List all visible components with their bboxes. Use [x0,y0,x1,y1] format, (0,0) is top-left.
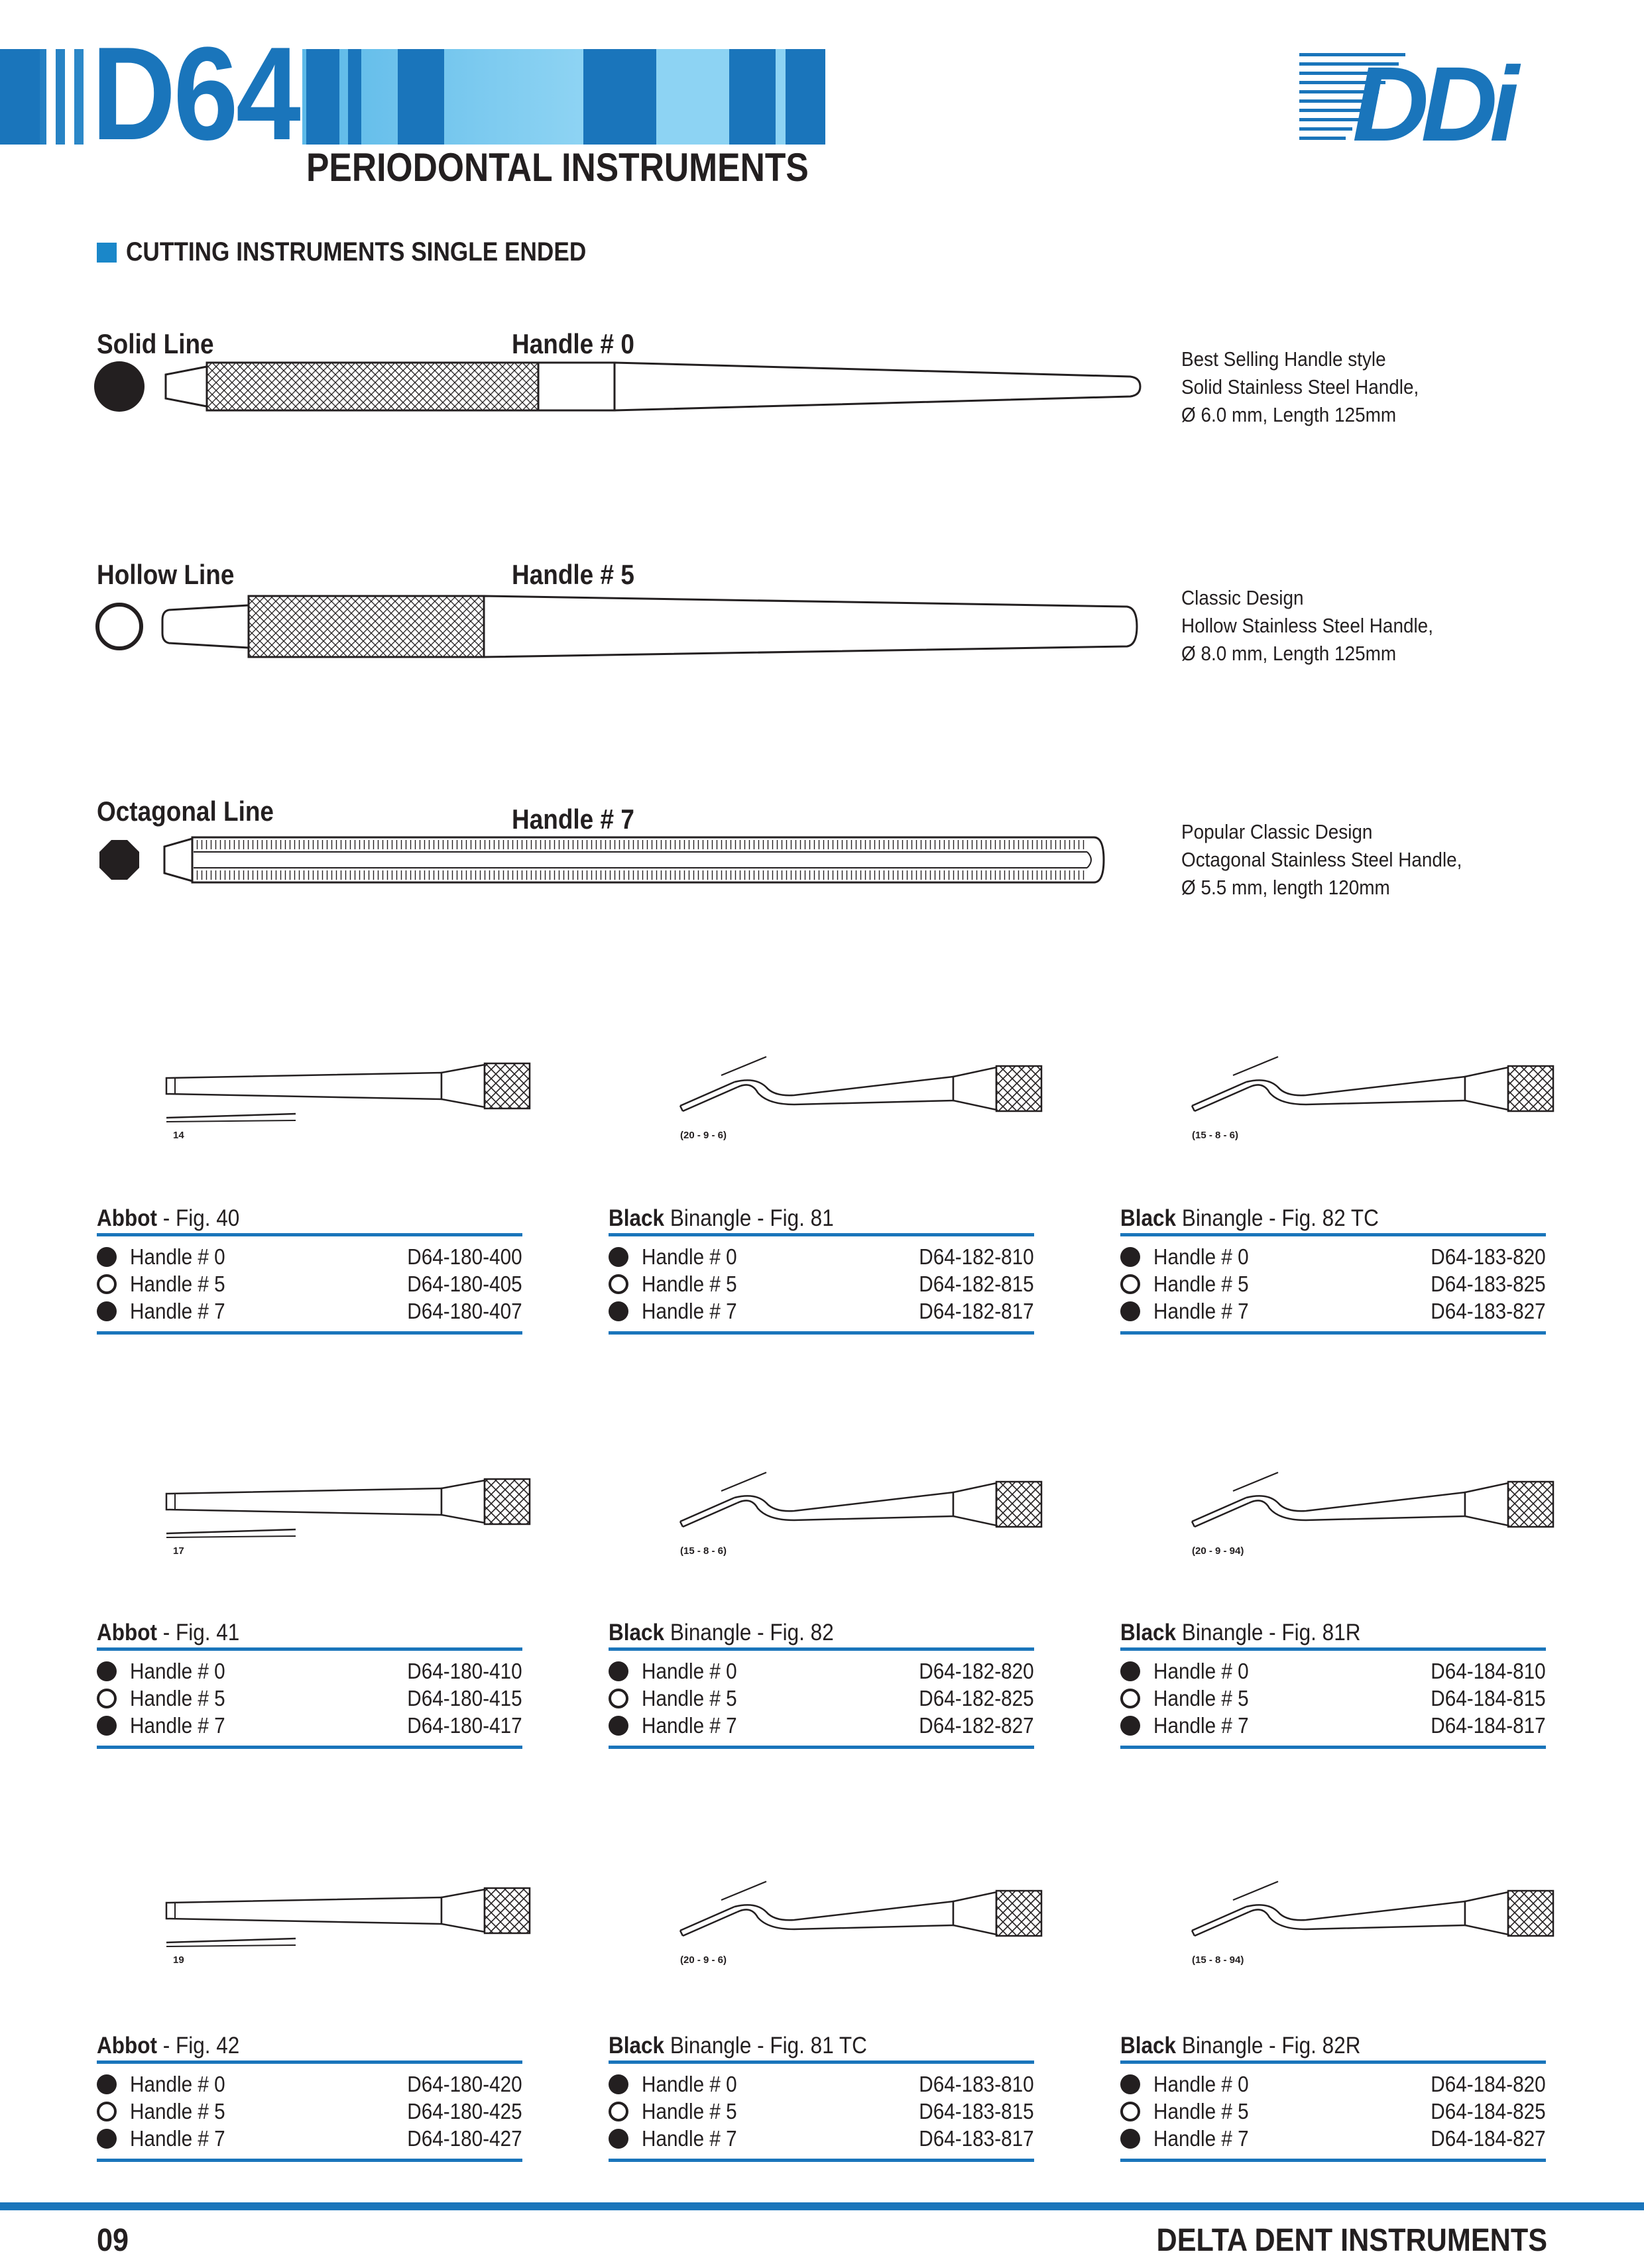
product-code: D64-180-400 [407,1244,522,1269]
product-code: D64-184-817 [1431,1712,1546,1738]
instrument-drawing [1120,1462,1571,1548]
product-row [609,1270,1034,1297]
page-number: 09 [97,2223,129,2258]
product-row [1120,1270,1546,1297]
product-code: D64-183-810 [919,2071,1034,2096]
catalog-code: D64 [91,20,299,168]
product-code: D64-182-810 [919,1244,1034,1269]
product-row [1120,1297,1546,1325]
product-code: D64-182-815 [919,1271,1034,1296]
solid-marker-icon [94,361,145,412]
product-rows [1120,1651,1546,1749]
product-title-rest: Binangle - Fig. 81 TC [664,2033,867,2059]
octagonal-line-description [1181,818,1462,902]
hollow-circle-icon [609,2102,628,2121]
solid-circle-icon [609,1661,628,1681]
figure-code: (20 - 9 - 6) [680,1130,727,1141]
solid-circle-icon [1120,1247,1140,1267]
solid-circle-icon [97,1247,117,1267]
figure-code: (20 - 9 - 6) [680,1954,727,1966]
product-code: D64-182-820 [919,1658,1034,1683]
page-header [0,0,1644,199]
product-code: D64-183-825 [1431,1271,1546,1296]
product-row [609,2098,1034,2125]
solid-circle-icon [1120,2074,1140,2094]
product-title-rest: Binangle - Fig. 82 [664,1620,834,1645]
product-row [97,1685,522,1712]
solid-handle-drawing [93,355,1153,418]
product-title-rest: Binangle - Fig. 82R [1176,2033,1361,2059]
handle-7-label: Handle # 7 [512,804,634,835]
product-code: D64-184-825 [1431,2098,1546,2123]
product-code: D64-180-425 [407,2098,522,2123]
product-title-bold: Black [609,2033,665,2059]
handle-label: Handle # 5 [130,1685,225,1710]
handle-label: Handle # 5 [1153,1685,1249,1710]
product-row [97,1270,522,1297]
desc-line: Ø 5.5 mm, length 120mm [1181,876,1390,899]
handle-label: Handle # 5 [642,1271,737,1296]
product-row [1120,1712,1546,1739]
solid-circle-icon [1120,1301,1140,1321]
hollow-circle-icon [609,1689,628,1708]
handle-label: Handle # 7 [130,1298,225,1323]
product-title-rest: Binangle - Fig. 82 TC [1176,1205,1379,1231]
product-title-rest: Binangle - Fig. 81 [664,1205,834,1231]
handle-label: Handle # 0 [1153,1658,1249,1683]
product-title-rest: - Fig. 41 [156,1620,240,1645]
desc-line: Best Selling Handle style [1181,347,1386,371]
product-rows [1120,1236,1546,1335]
hollow-handle-drawing [93,593,1153,660]
solid-circle-icon [1120,1716,1140,1736]
product-title-rest: - Fig. 42 [156,2033,240,2059]
product-row [1120,2070,1546,2098]
product-row [609,2070,1034,2098]
solid-circle-icon [1120,1661,1140,1681]
product-title-bold: Black [609,1205,665,1231]
product-table [1120,1618,1546,1749]
product-table [609,2031,1034,2162]
hollow-circle-icon [97,1689,117,1708]
footer-brand: DELTA DENT INSTRUMENTS [1156,2223,1547,2258]
solid-circle-icon [609,1247,628,1267]
handle-label: Handle # 5 [642,1685,737,1710]
handle-label: Handle # 0 [642,2071,737,2096]
section-bullet-icon [97,243,117,263]
handle-label: Handle # 5 [1153,2098,1249,2123]
handle-label: Handle # 5 [130,1271,225,1296]
product-title [1120,2031,1546,2064]
footer-divider [0,2202,1644,2210]
product-title [609,1618,1034,1651]
handle-label: Handle # 5 [130,2098,225,2123]
product-code: D64-182-817 [919,1298,1034,1323]
product-row [97,2070,522,2098]
product-row [97,2125,522,2152]
product-row [609,1685,1034,1712]
solid-line-description [1181,345,1419,429]
instrument-drawing [97,1462,548,1548]
octagonal-line-label: Octagonal Line [97,796,274,827]
product-title [97,1618,522,1651]
hollow-line-description [1181,584,1433,668]
product-row [97,1243,522,1270]
product-row [609,1657,1034,1685]
product-code: D64-180-405 [407,1271,522,1296]
hollow-circle-icon [609,1274,628,1294]
product-title [1120,1203,1546,1236]
product-row [609,1297,1034,1325]
desc-line: Popular Classic Design [1181,820,1373,843]
product-code: D64-183-820 [1431,1244,1546,1269]
desc-line: Ø 6.0 mm, Length 125mm [1181,403,1397,426]
solid-circle-icon [97,1661,117,1681]
product-title-bold: Abbot [97,1205,157,1231]
product-table [609,1618,1034,1749]
handle-label: Handle # 7 [642,2125,737,2151]
product-code: D64-180-410 [407,1658,522,1683]
product-row [609,2125,1034,2152]
solid-circle-icon [609,1301,628,1321]
figure-code: (20 - 9 - 94) [1192,1545,1244,1557]
handle-0-label: Handle # 0 [512,328,634,359]
product-rows [609,1236,1034,1335]
hollow-circle-icon [97,2102,117,2121]
solid-circle-icon [97,1716,117,1736]
figure-code: 14 [173,1130,184,1141]
desc-line: Solid Stainless Steel Handle, [1181,375,1419,398]
product-code: D64-180-407 [407,1298,522,1323]
product-code: D64-180-415 [407,1685,522,1710]
product-code: D64-184-827 [1431,2125,1546,2151]
product-code: D64-182-827 [919,1712,1034,1738]
product-title-text [97,1203,239,1234]
product-rows [609,1651,1034,1749]
handle-label: Handle # 7 [130,2125,225,2151]
product-title-text [1120,1203,1379,1234]
product-title [609,1203,1034,1236]
handle-label: Handle # 0 [130,1244,225,1269]
figure-code: 17 [173,1545,184,1557]
solid-circle-icon [609,2129,628,2149]
handle-label: Handle # 0 [642,1658,737,1683]
page-title: PERIODONTAL INSTRUMENTS [306,145,809,190]
ddi-logo [1299,46,1551,146]
section-title: CUTTING INSTRUMENTS SINGLE ENDED [126,237,587,267]
handle-label: Handle # 7 [642,1298,737,1323]
product-title-text [609,1618,834,1648]
solid-circle-icon [609,2074,628,2094]
octagonal-handle-drawing [93,832,1153,888]
handle-label: Handle # 0 [1153,1244,1249,1269]
desc-line: Hollow Stainless Steel Handle, [1181,614,1433,637]
product-title-rest: Binangle - Fig. 81R [1176,1620,1361,1645]
handle-label: Handle # 0 [642,1244,737,1269]
product-title-bold: Black [1120,2033,1177,2059]
product-title [97,1203,522,1236]
hollow-circle-icon [97,1274,117,1294]
instrument-drawing [609,1046,1059,1132]
product-row [609,1712,1034,1739]
product-code: D64-183-817 [919,2125,1034,2151]
handle-label: Handle # 0 [130,1658,225,1683]
product-rows [609,2064,1034,2162]
hollow-circle-icon [1120,1689,1140,1708]
solid-circle-icon [97,2129,117,2149]
handle-label: Handle # 5 [1153,1271,1249,1296]
product-title-text [1120,1618,1360,1648]
product-rows [97,1651,522,1749]
instrument-drawing [609,1462,1059,1548]
handle-label: Handle # 7 [1153,1712,1249,1738]
solid-circle-icon [97,2074,117,2094]
product-title-text [609,1203,834,1234]
product-code: D64-184-810 [1431,1658,1546,1683]
figure-code: (15 - 8 - 94) [1192,1954,1244,1966]
instrument-drawing [609,1871,1059,1957]
instrument-drawing [1120,1046,1571,1132]
instrument-drawing [97,1046,548,1132]
product-code: D64-180-427 [407,2125,522,2151]
product-row [1120,1243,1546,1270]
product-code: D64-184-815 [1431,1685,1546,1710]
product-rows [97,1236,522,1335]
product-row [97,1712,522,1739]
product-code: D64-182-825 [919,1685,1034,1710]
product-code: D64-183-827 [1431,1298,1546,1323]
product-title [609,2031,1034,2064]
desc-line: Ø 8.0 mm, Length 125mm [1181,642,1397,665]
hollow-circle-icon [1120,2102,1140,2121]
handle-label: Handle # 7 [1153,1298,1249,1323]
product-row [1120,1657,1546,1685]
product-row [609,1243,1034,1270]
product-title-bold: Abbot [97,2033,157,2059]
product-rows [97,2064,522,2162]
handle-label: Handle # 7 [1153,2125,1249,2151]
product-title-text [97,1618,239,1648]
product-title-bold: Black [1120,1205,1177,1231]
product-title-bold: Black [1120,1620,1177,1645]
hollow-circle-icon [1120,1274,1140,1294]
octagon-marker-icon [99,840,139,880]
hollow-line-label: Hollow Line [97,559,235,590]
handle-label: Handle # 5 [642,2098,737,2123]
product-code: D64-183-815 [919,2098,1034,2123]
desc-line: Octagonal Stainless Steel Handle, [1181,848,1462,871]
section-heading [97,237,649,267]
instrument-drawing [1120,1871,1571,1957]
solid-circle-icon [97,1301,117,1321]
product-table [97,1618,522,1749]
product-code: D64-180-417 [407,1712,522,1738]
product-title-bold: Black [609,1620,665,1645]
product-code: D64-184-820 [1431,2071,1546,2096]
product-table [1120,1203,1546,1335]
product-title-text [609,2031,867,2061]
handle-label: Handle # 7 [642,1712,737,1738]
product-row [97,1657,522,1685]
solid-circle-icon [609,1716,628,1736]
product-title [1120,1618,1546,1651]
handle-label: Handle # 0 [1153,2071,1249,2096]
product-table [97,1203,522,1335]
product-row [97,1297,522,1325]
product-title-text [97,2031,239,2061]
product-table [609,1203,1034,1335]
product-title-bold: Abbot [97,1620,157,1645]
product-rows [1120,2064,1546,2162]
figure-code: (15 - 8 - 6) [1192,1130,1239,1141]
product-table [1120,2031,1546,2162]
product-title-text [1120,2031,1360,2061]
product-table [97,2031,522,2162]
desc-line: Classic Design [1181,586,1304,609]
handle-5-label: Handle # 5 [512,559,634,590]
instrument-drawing [97,1871,548,1957]
product-code: D64-180-420 [407,2071,522,2096]
product-title-rest: - Fig. 40 [156,1205,240,1231]
product-row [1120,2098,1546,2125]
logo-text: DDi [1352,46,1511,146]
product-row [1120,1685,1546,1712]
solid-circle-icon [1120,2129,1140,2149]
solid-line-label: Solid Line [97,328,214,359]
handle-label: Handle # 7 [130,1712,225,1738]
figure-code: (15 - 8 - 6) [680,1545,727,1557]
product-row [1120,2125,1546,2152]
product-title [97,2031,522,2064]
product-row [97,2098,522,2125]
hollow-marker-icon [97,605,141,648]
figure-code: 19 [173,1954,184,1966]
handle-label: Handle # 0 [130,2071,225,2096]
